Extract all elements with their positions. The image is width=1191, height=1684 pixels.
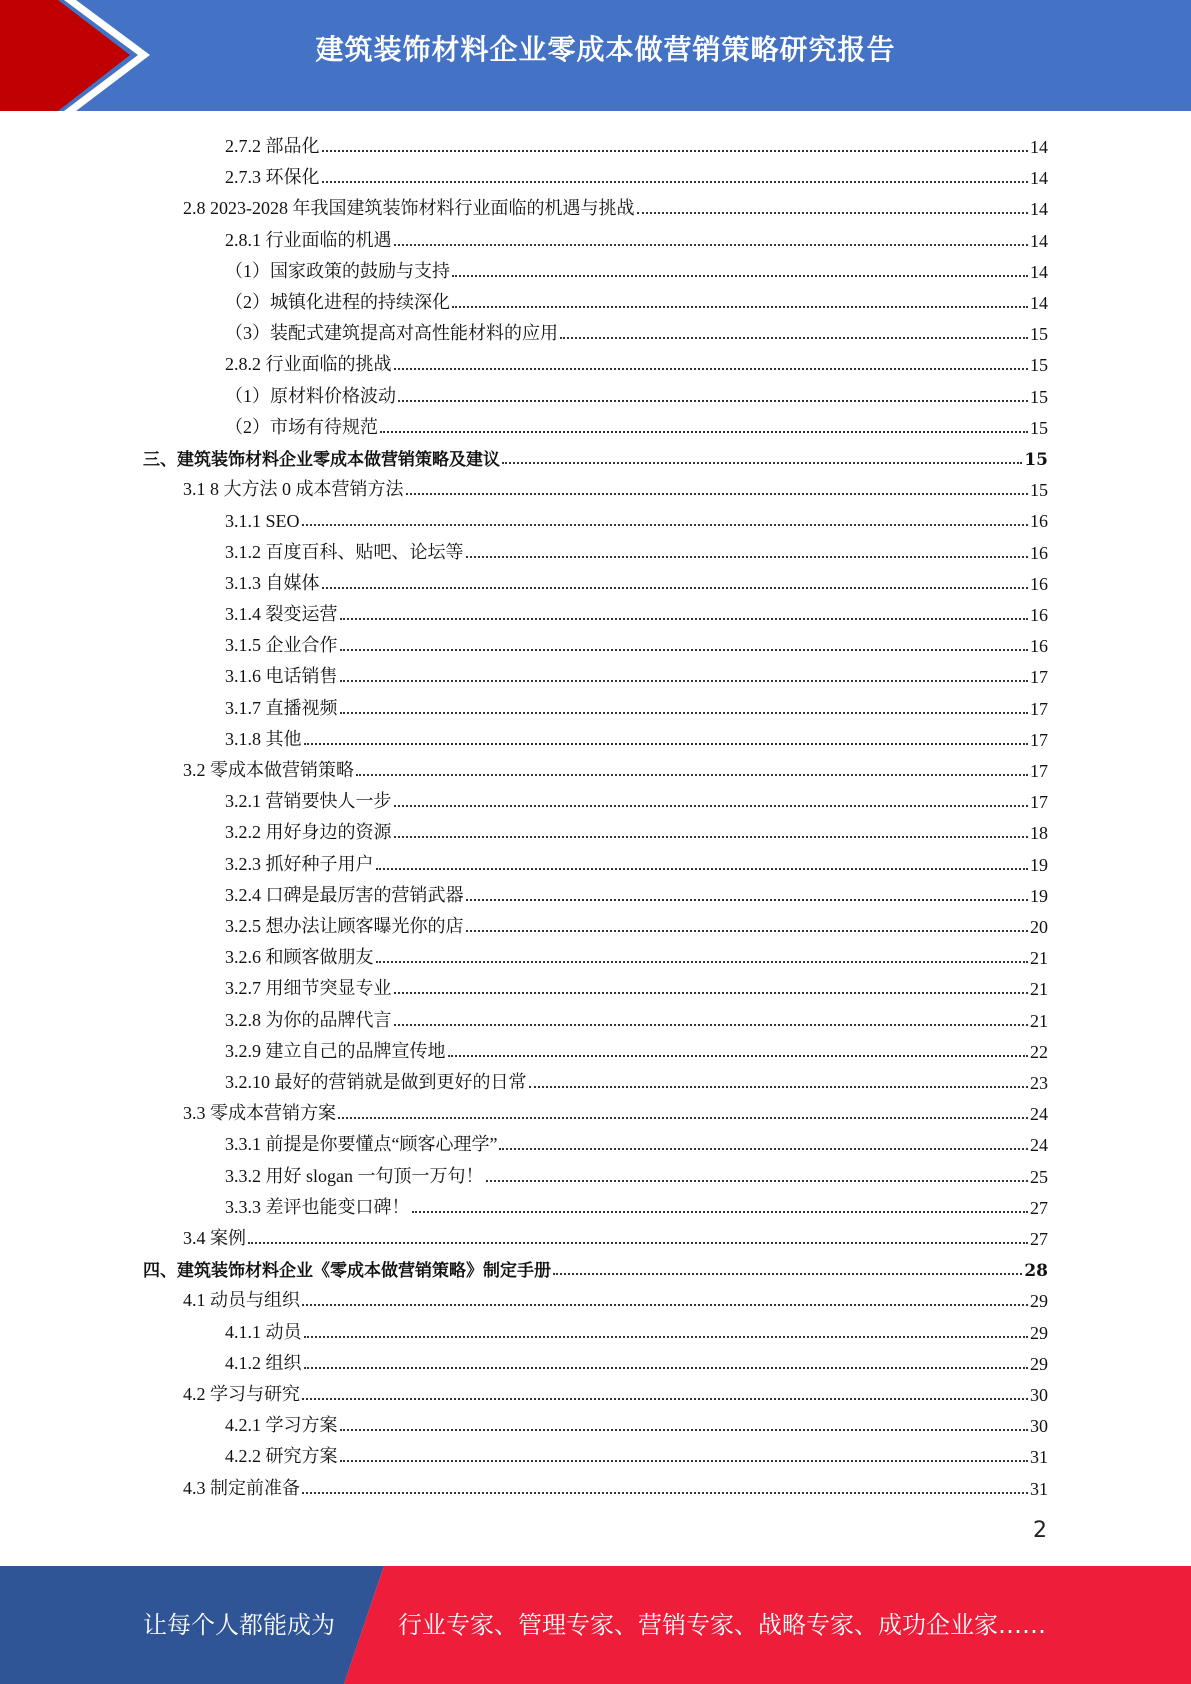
toc-dot-leader	[322, 587, 1029, 589]
toc-entry-title: 3.2.3 抓好种子用户	[225, 853, 374, 874]
toc-dot-leader	[448, 1055, 1029, 1057]
toc-entry-page: 17	[1030, 761, 1048, 781]
toc-dot-leader	[340, 1460, 1029, 1462]
toc-entry-title: 4.2 学习与研究	[183, 1384, 300, 1404]
toc-entry[interactable]	[183, 1375, 1048, 1406]
toc-dot-leader	[304, 743, 1029, 745]
toc-entry[interactable]	[225, 689, 1048, 720]
toc-entry[interactable]	[143, 439, 1048, 470]
toc-entry-title: 4.3 制定前准备	[183, 1477, 300, 1498]
toc-dot-leader	[380, 431, 1028, 433]
toc-entry-title: 2.8.2 行业面临的挑战	[225, 354, 392, 375]
page-header	[0, 0, 1191, 111]
toc-dot-leader	[452, 275, 1028, 277]
toc-entry-title: （1）原材料价格波动	[225, 385, 396, 406]
toc-entry-page: 27	[1030, 1229, 1048, 1249]
toc-entry-title: 3.2.8 为你的品牌代言	[225, 1009, 392, 1030]
toc-dot-leader	[340, 1429, 1029, 1431]
toc-dot-leader	[553, 1273, 1022, 1275]
toc-entry-page: 30	[1030, 1385, 1048, 1405]
toc-entry[interactable]	[225, 314, 1048, 345]
toc-entry[interactable]	[183, 189, 1048, 220]
toc-entry-page: 24	[1030, 1135, 1048, 1156]
toc-entry[interactable]	[225, 1001, 1048, 1032]
toc-entry-page: 14	[1030, 261, 1048, 282]
toc-entry[interactable]	[225, 345, 1048, 376]
toc-dot-leader	[412, 1211, 1029, 1213]
toc-dot-leader	[398, 400, 1028, 402]
toc-entry-title: 3.1.5 企业合作	[225, 635, 338, 656]
toc-entry-page: 14	[1030, 230, 1048, 251]
toc-entry[interactable]	[225, 595, 1048, 626]
toc-entry-title: 3.3.2 用好 slogan 一句顶一万句！	[225, 1165, 484, 1186]
toc-entry[interactable]	[225, 377, 1048, 408]
toc-entry-title: 3.2.2 用好身边的资源	[225, 822, 392, 843]
toc-entry[interactable]	[225, 564, 1048, 595]
toc-dot-leader	[394, 805, 1029, 807]
toc-entry[interactable]	[225, 1032, 1048, 1063]
toc-dot-leader	[466, 556, 1029, 558]
toc-entry-title: 3.2 零成本做营销策略	[183, 760, 354, 780]
toc-entry[interactable]	[225, 1406, 1048, 1437]
toc-entry-page: 20	[1030, 917, 1048, 937]
toc-entry-page: 15	[1030, 417, 1048, 438]
toc-dot-leader	[302, 1398, 1028, 1400]
toc-dot-leader	[637, 212, 1029, 214]
toc-entry[interactable]	[183, 1094, 1048, 1125]
toc-dot-leader	[486, 1180, 1029, 1182]
toc-entry-page: 19	[1030, 885, 1048, 906]
toc-entry-title: 3.2.1 营销要快人一步	[225, 791, 392, 812]
toc-entry-page: 29	[1030, 1353, 1048, 1374]
toc-entry[interactable]	[225, 158, 1048, 189]
toc-entry[interactable]	[225, 283, 1048, 314]
toc-entry[interactable]	[225, 876, 1048, 907]
toc-dot-leader	[302, 1492, 1028, 1494]
toc-entry[interactable]	[225, 907, 1048, 938]
toc-entry[interactable]	[183, 1219, 1048, 1250]
toc-dot-leader	[394, 368, 1029, 370]
toc-entry[interactable]	[225, 1125, 1048, 1156]
toc-dot-leader	[394, 836, 1029, 838]
toc-entry[interactable]	[225, 813, 1048, 844]
toc-entry-page: 15	[1030, 480, 1048, 501]
toc-entry-page: 29	[1030, 1291, 1048, 1312]
toc-entry[interactable]	[183, 751, 1048, 782]
toc-entry-page: 14	[1030, 168, 1048, 189]
toc-entry-title: 3.4 案例	[183, 1228, 246, 1248]
toc-entry-page: 21	[1030, 979, 1048, 1000]
toc-entry-title: 4.1.1 动员	[225, 1321, 302, 1342]
toc-entry-page: 17	[1030, 698, 1048, 719]
toc-entry-page: 19	[1030, 854, 1048, 875]
toc-entry[interactable]	[225, 1437, 1048, 1468]
toc-entry-title: 3.2.6 和顾客做朋友	[225, 947, 374, 968]
toc-dot-leader	[466, 899, 1029, 901]
toc-entry[interactable]	[225, 221, 1048, 252]
toc-entry-title: （3）装配式建筑提高对高性能材料的应用	[225, 323, 558, 344]
toc-entry[interactable]	[225, 533, 1048, 564]
toc-dot-leader	[340, 680, 1029, 682]
toc-dot-leader	[499, 1148, 1028, 1150]
toc-entry-title: 2.7.2 部品化	[225, 136, 320, 156]
toc-entry-title: 3.1.3 自媒体	[225, 572, 320, 593]
toc-entry[interactable]	[225, 720, 1048, 751]
toc-entry-page: 29	[1030, 1322, 1048, 1343]
toc-dot-leader	[406, 493, 1029, 495]
toc-entry-title: 3.3.1 前提是你要懂点“顾客心理学”	[225, 1134, 498, 1155]
toc-entry[interactable]	[225, 938, 1048, 969]
toc-entry[interactable]	[225, 408, 1048, 439]
toc-entry[interactable]	[225, 782, 1048, 813]
toc-entry-page: 15	[1030, 386, 1048, 407]
toc-entry-title: 3.3.3 差评也能变口碑！	[225, 1196, 410, 1217]
toc-entry-title: 3.2.7 用细节突显专业	[225, 978, 392, 999]
toc-entry-title: 3.1.2 百度百科、贴吧、论坛等	[225, 541, 464, 562]
toc-entry-page: 27	[1030, 1197, 1048, 1218]
toc-entry-page: 23	[1030, 1073, 1048, 1093]
toc-entry[interactable]	[143, 1250, 1048, 1281]
toc-entry-title: 4.2.1 学习方案	[225, 1415, 338, 1436]
toc-entry-page: 17	[1030, 667, 1048, 688]
toc-entry[interactable]	[225, 845, 1048, 876]
toc-dot-leader	[302, 524, 1028, 526]
toc-entry-title: 3.2.5 想办法让顾客曝光你的店	[225, 916, 464, 936]
toc-entry-title: 3.1.8 其他	[225, 728, 302, 749]
toc-dot-leader	[376, 868, 1029, 870]
footer-slogan-left: 让每个人都能成为	[143, 1611, 335, 1639]
toc-entry-title: 4.1.2 组织	[225, 1352, 302, 1373]
toc-entry-title: （2）市场有待规范	[225, 416, 378, 437]
toc-entry-title: 三、建筑装饰材料企业零成本做营销策略及建议	[143, 450, 500, 470]
toc-entry-page: 21	[1030, 1010, 1048, 1031]
toc-dot-leader	[356, 774, 1028, 776]
toc-entry-page: 22	[1030, 1041, 1048, 1062]
toc-entry[interactable]	[225, 626, 1048, 657]
toc-entry-title: 2.7.3 环保化	[225, 167, 320, 188]
toc-entry-title: 2.8 2023-2028 年我国建筑装饰材料行业面临的机遇与挑战	[183, 198, 635, 219]
toc-entry-title: 2.8.1 行业面临的机遇	[225, 229, 392, 250]
toc-entry-title: 4.1 动员与组织	[183, 1290, 300, 1311]
toc-entry-page: 15	[1030, 324, 1048, 345]
toc-entry-title: 3.1 8 大方法 0 成本营销方法	[183, 479, 404, 500]
toc-dot-leader	[340, 712, 1029, 714]
toc-dot-leader	[322, 150, 1029, 152]
toc-dot-leader	[394, 244, 1029, 246]
toc-entry-title: 3.1.7 直播视频	[225, 697, 338, 718]
toc-dot-leader	[340, 618, 1029, 620]
toc-dot-leader	[376, 961, 1029, 963]
toc-dot-leader	[560, 337, 1028, 339]
toc-entry[interactable]	[225, 657, 1048, 688]
toc-entry-page: 16	[1030, 605, 1048, 625]
toc-entry-page: 30	[1030, 1416, 1048, 1437]
toc-entry[interactable]	[225, 1188, 1048, 1219]
toc-entry[interactable]	[225, 501, 1048, 532]
toc-entry-title: 4.2.2 研究方案	[225, 1446, 338, 1467]
toc-entry-title: 3.2.4 口碑是最厉害的营销武器	[225, 884, 464, 905]
toc-entry-title: （2）城镇化进程的持续深化	[225, 292, 450, 312]
toc-dot-leader	[502, 462, 1022, 464]
toc-entry[interactable]	[225, 1313, 1048, 1344]
toc-entry-title: 3.2.9 建立自己的品牌宣传地	[225, 1040, 446, 1061]
toc-entry-page: 15	[1030, 355, 1048, 376]
toc-entry-page: 31	[1030, 1447, 1048, 1468]
toc-dot-leader	[322, 181, 1029, 183]
toc-entry-page: 31	[1030, 1478, 1048, 1499]
toc-entry-title: 3.1.1 SEO	[225, 511, 300, 532]
toc-entry-page: 25	[1030, 1166, 1048, 1187]
toc-entry[interactable]	[225, 1063, 1048, 1094]
toc-dot-leader	[304, 1336, 1029, 1338]
toc-entry-page: 15	[1024, 450, 1048, 470]
toc-dot-leader	[304, 1367, 1029, 1369]
toc-entry-page: 14	[1030, 293, 1048, 313]
toc-entry-page: 16	[1030, 573, 1048, 594]
toc-entry-page: 24	[1030, 1104, 1048, 1125]
toc-entry-title: 3.1.4 裂变运营	[225, 604, 338, 624]
toc-entry-page: 17	[1030, 792, 1048, 813]
toc-entry[interactable]	[183, 470, 1048, 501]
toc-dot-leader	[394, 992, 1029, 994]
toc-entry[interactable]	[183, 1281, 1048, 1312]
toc-dot-leader	[394, 1024, 1029, 1026]
toc-dot-leader	[302, 1304, 1028, 1306]
toc-entry-page: 18	[1030, 823, 1048, 844]
toc-entry-page: 16	[1030, 542, 1048, 563]
toc-dot-leader	[529, 1086, 1029, 1088]
toc-entry-title: 四、建筑装饰材料企业《零成本做营销策略》制定手册	[143, 1261, 551, 1282]
toc-entry-page: 28	[1024, 1261, 1048, 1282]
toc-dot-leader	[466, 930, 1029, 932]
toc-entry-page: 16	[1030, 636, 1048, 657]
toc-entry[interactable]	[183, 1469, 1048, 1500]
toc-entry-title: 3.2.10 最好的营销就是做到更好的日常	[225, 1072, 527, 1092]
toc-entry[interactable]	[225, 1157, 1048, 1188]
toc-entry[interactable]	[225, 1344, 1048, 1375]
toc-entry[interactable]	[225, 252, 1048, 283]
footer-slogan-right: 行业专家、管理专家、营销专家、战略专家、成功企业家……	[398, 1611, 1046, 1639]
toc-entry-page: 17	[1030, 729, 1048, 750]
toc-dot-leader	[452, 306, 1028, 308]
toc-entry[interactable]	[225, 969, 1048, 1000]
toc-entry[interactable]	[225, 127, 1048, 158]
toc-entry-title: （1）国家政策的鼓励与支持	[225, 260, 450, 281]
toc-dot-leader	[248, 1242, 1028, 1244]
toc-entry-page: 16	[1030, 511, 1048, 532]
toc-entry-page: 21	[1030, 948, 1048, 969]
page-number: 2	[1033, 1518, 1047, 1543]
toc-dot-leader	[338, 1117, 1028, 1119]
toc-entry-title: 3.1.6 电话销售	[225, 666, 338, 687]
toc-entry-page: 14	[1030, 199, 1048, 220]
page-footer	[0, 1566, 1191, 1684]
toc-entry-title: 3.3 零成本营销方案	[183, 1103, 336, 1124]
header-title: 建筑装饰材料企业零成本做营销策略研究报告	[315, 33, 896, 66]
toc-dot-leader	[340, 649, 1029, 651]
toc-entry-page: 14	[1030, 137, 1048, 157]
